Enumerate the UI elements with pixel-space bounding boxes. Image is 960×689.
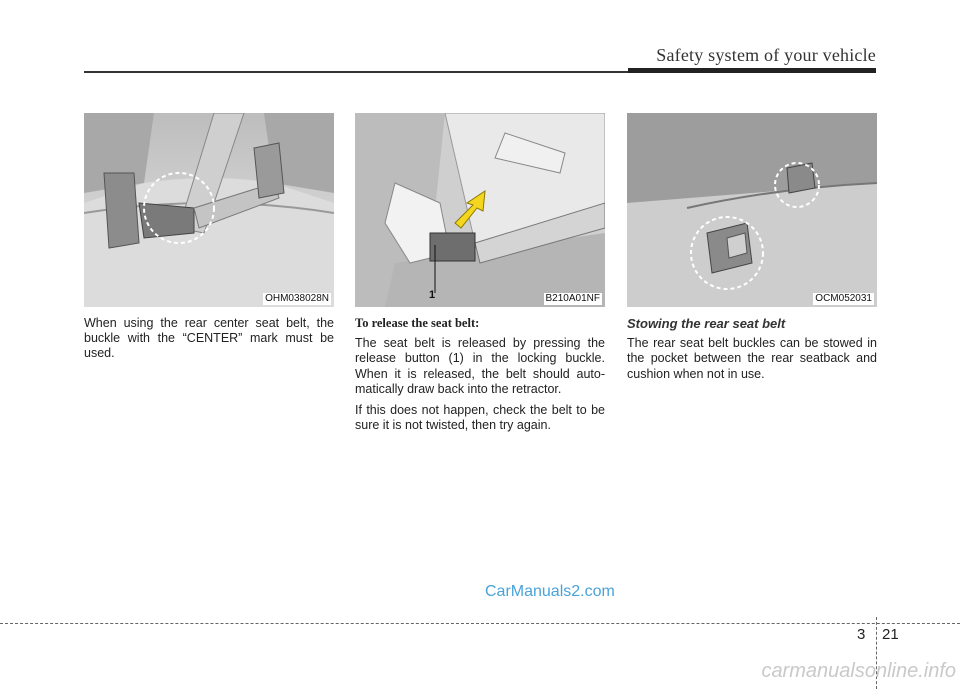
column-stowing-belt [627, 316, 877, 388]
stowing-buckle-illustration [627, 113, 877, 307]
footer-rule [0, 623, 960, 624]
header-rule-accent [628, 68, 876, 73]
release-belt-illustration [355, 113, 605, 307]
section-heading: To release the seat belt: [355, 316, 480, 330]
body-paragraph: The rear seat belt buckles can be stowed in the pocket between the rear seatback and cushion when not in use. [627, 336, 877, 381]
header-rule [84, 71, 632, 73]
body-paragraph: The seat belt is released by pressing the release button (1) in the locking buckle. When it is released, the belt should auto-matically draw back into the retractor. [355, 336, 605, 396]
figure-release-belt [355, 113, 605, 307]
column-center-belt [84, 316, 334, 368]
figure-stowing-buckle [627, 113, 877, 307]
figure-code: B210A01NF [545, 293, 600, 304]
body-paragraph: If this does not happen, check the belt to be sure it is not twisted, then try again. [355, 403, 605, 433]
figure-code: OCM052031 [815, 293, 872, 304]
column-release-belt [355, 316, 605, 439]
watermark-link[interactable]: CarManuals2.com [485, 583, 615, 600]
page-number: 21 [882, 626, 899, 643]
site-watermark: carmanualsonline.info [761, 660, 956, 682]
figure-code: OHM038028N [265, 293, 329, 304]
callout-number: 1 [429, 289, 436, 301]
page-header-title: Safety system of your vehicle [656, 45, 876, 65]
chapter-number: 3 [857, 626, 866, 643]
body-paragraph: When using the rear center seat belt, the buckle with the “CENTER” mark must be used. [84, 316, 334, 361]
seat-buckle-illustration [84, 113, 334, 307]
section-heading: Stowing the rear seat belt [627, 316, 786, 331]
figure-center-buckle [84, 113, 334, 307]
